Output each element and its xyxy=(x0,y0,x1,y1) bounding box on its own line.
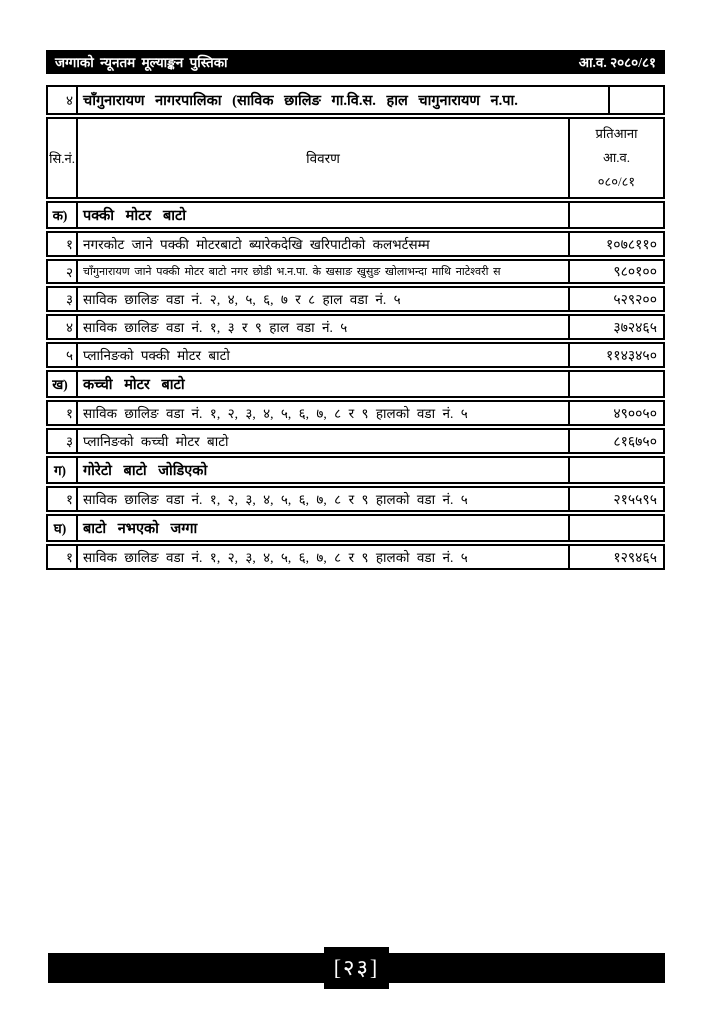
table-row xyxy=(46,544,665,570)
municipality-name: चाँगुनारायण नागरपालिका (साविक छालिङ गा.वि.स. हाल चागुनारायण न.पा. xyxy=(78,87,610,113)
row-description: कच्ची मोटर बाटो xyxy=(78,372,570,396)
section-header-row xyxy=(46,456,665,484)
row-value xyxy=(570,203,663,227)
row-serial: ४ xyxy=(48,316,78,338)
row-value xyxy=(570,458,663,482)
serial-column-header: सि.नं. xyxy=(48,119,78,197)
rate-header-line: ०८०/८१ xyxy=(597,174,636,189)
row-serial: १ xyxy=(48,233,78,255)
section-header-row xyxy=(46,370,665,398)
row-serial: क) xyxy=(48,203,78,227)
table-row xyxy=(46,259,665,284)
municipality-serial: ४ xyxy=(48,87,78,113)
column-header-row xyxy=(46,117,665,199)
booklet-title: जग्गाको न्यूनतम मूल्याङ्कन पुस्तिका xyxy=(55,55,228,70)
row-description: साविक छालिङ वडा नं. १, २, ३, ४, ५, ६, ७, ८ र ९ हालको वडा नं. ५ xyxy=(78,546,570,568)
row-serial: १ xyxy=(48,546,78,568)
row-value: ८१६७५० xyxy=(613,434,657,450)
row-description: साविक छालिङ वडा नं. २, ४, ५, ६, ७ र ८ हाल वडा नं. ५ xyxy=(78,288,570,310)
row-value: ५२९२०० xyxy=(613,292,657,308)
section-header-row xyxy=(46,514,665,542)
row-value xyxy=(570,372,663,396)
table-row xyxy=(46,314,665,340)
row-serial: ५ xyxy=(48,344,78,366)
table-row xyxy=(46,428,665,454)
row-value: ४९००५० xyxy=(613,406,657,422)
fiscal-year-label: आ.व. २०८०/८१ xyxy=(578,55,656,70)
table-row xyxy=(46,342,665,368)
table-row xyxy=(46,286,665,312)
row-serial: १ xyxy=(48,402,78,424)
rate-column-header xyxy=(570,119,663,197)
description-column-header: विवरण xyxy=(78,119,570,197)
row-value: २१५५९५ xyxy=(613,492,657,508)
row-value xyxy=(570,516,663,540)
rate-header-line: प्रतिआना xyxy=(595,126,638,141)
row-serial: २ xyxy=(48,261,78,282)
row-description: प्लानिङको पक्की मोटर बाटो xyxy=(78,344,570,366)
row-serial: १ xyxy=(48,488,78,510)
row-serial: ३ xyxy=(48,430,78,452)
table-body xyxy=(46,201,665,570)
row-serial: ग) xyxy=(48,458,78,482)
row-description: चाँगुनारायण जाने पक्की मोटर बाटो नगर छोडी भ.न.पा. के खसाङ खुसुङ खोलाभन्दा माथि नाटेश्वरी स xyxy=(78,261,570,282)
municipality-title-row xyxy=(46,85,665,115)
row-description: साविक छालिङ वडा नं. १, २, ३, ४, ५, ६, ७, ८ र ९ हालको वडा नं. ५ xyxy=(78,488,570,510)
section-header-row xyxy=(46,201,665,229)
row-value: १२९४६५ xyxy=(613,550,657,566)
table-row xyxy=(46,486,665,512)
row-description: गोरेटो बाटो जोडिएको xyxy=(78,458,570,482)
row-serial: ख) xyxy=(48,372,78,396)
row-description: नगरकोट जाने पक्की मोटरबाटो ब्यारेकदेखि खरिपाटीको कलभर्टसम्म xyxy=(78,233,570,255)
table-row xyxy=(46,400,665,426)
row-serial: ३ xyxy=(48,288,78,310)
rate-header-line: आ.व. xyxy=(602,150,630,165)
valuation-table xyxy=(46,85,665,572)
municipality-title-empty-cell xyxy=(610,87,663,113)
row-description: साविक छालिङ वडा नं. १, २, ३, ४, ५, ६, ७, ८ र ९ हालको वडा नं. ५ xyxy=(78,402,570,424)
row-description: प्लानिङको कच्ची मोटर बाटो xyxy=(78,430,570,452)
page-number: [२३] xyxy=(324,947,390,989)
row-value: ३७२४६५ xyxy=(613,320,657,336)
row-description: पक्की मोटर बाटो xyxy=(78,203,570,227)
table-row xyxy=(46,231,665,257)
document-header-bar xyxy=(46,50,665,74)
row-value: ११४३४५० xyxy=(606,348,657,364)
row-description: साविक छालिङ वडा नं. १, ३ र ९ हाल वडा नं. ५ xyxy=(78,316,570,338)
row-value: ९८०१०० xyxy=(613,265,657,280)
row-description: बाटो नभएको जग्गा xyxy=(78,516,570,540)
footer-bar xyxy=(48,953,665,983)
row-value: १०७८११० xyxy=(606,237,657,253)
row-serial: घ) xyxy=(48,516,78,540)
